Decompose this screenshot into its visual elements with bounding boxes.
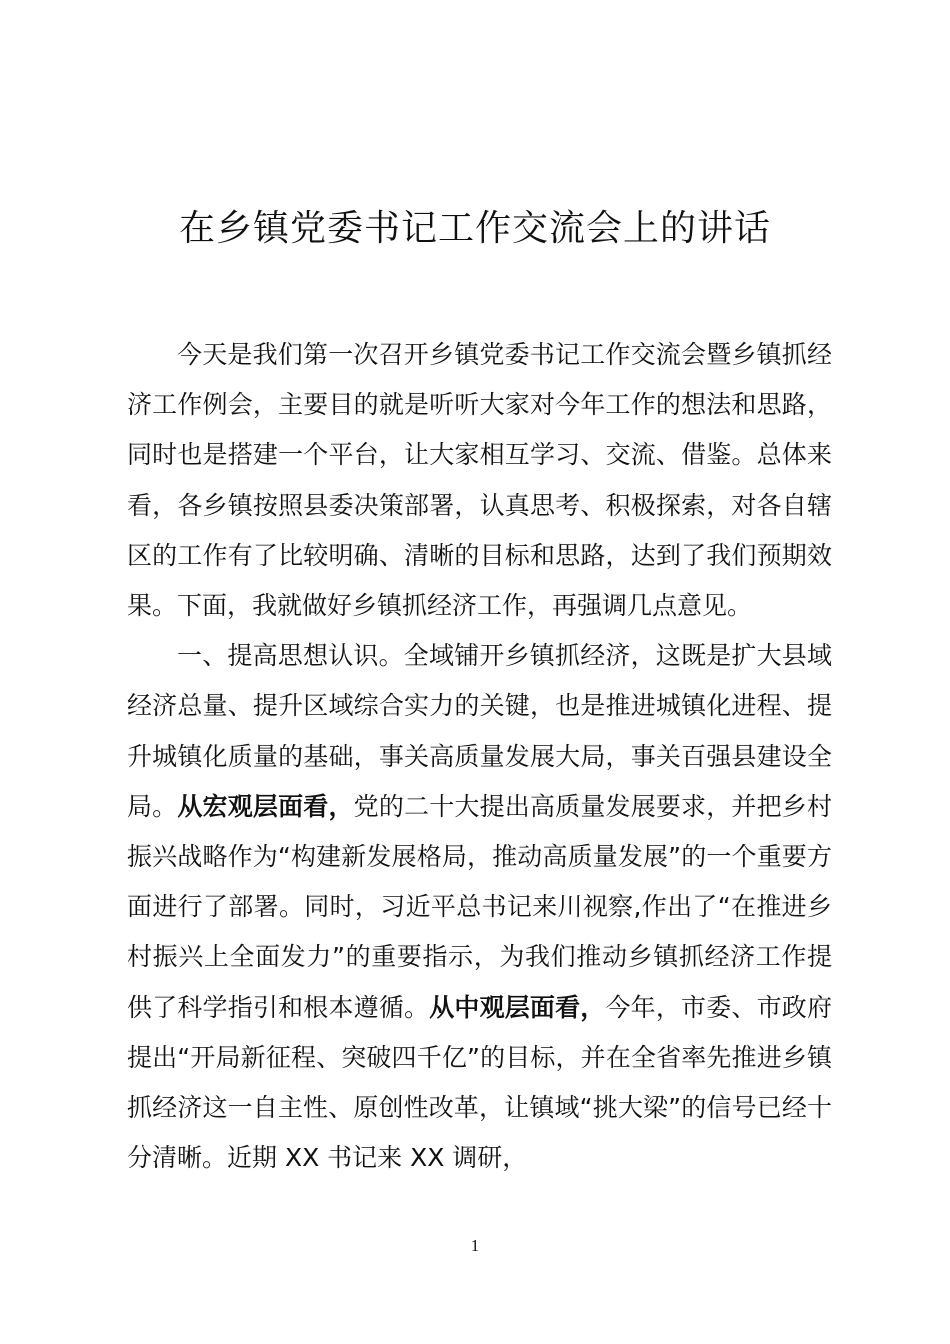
macro-level-heading: 从宏观层面看， bbox=[177, 791, 354, 821]
section-one-text-3: 今年，市委、市政府提出“开局新征程、突破四千亿”的目标，并在全省率先推进乡镇抓经济这一自主性、原创性改革，让镇域“挑大梁”的信号已经十分清晰。近期 XX 书记来 XX 调研， bbox=[127, 992, 832, 1173]
section-one-text-1: 一、提高思想认识。全域铺开乡镇抓经济，这既是扩大县域经济总量、提升区域综合实力的关键，也是推进城镇化进程、提升城镇化质量的基础，事关高质量发展大局，事关百强县建设全局。 bbox=[127, 641, 832, 821]
meso-level-heading: 从中观层面看， bbox=[429, 992, 606, 1022]
document-title: 在乡镇党委书记工作交流会上的讲话 bbox=[178, 208, 771, 249]
section-one-text-2: 党的二十大提出高质量发展要求，并把乡村振兴战略作为“构建新发展格局，推动高质量发展”的一个重要方面进行了部署。同时，习近平总书记来川视察,作出了“在推进乡村振兴上全面发力”的重要指示，为我们推动乡镇抓经济工作提供了科学指引和根本遵循。 bbox=[127, 791, 832, 1022]
page-number: 1 bbox=[470, 1236, 480, 1255]
paragraph-section-one bbox=[127, 631, 832, 1183]
paragraph-intro: 今天是我们第一次召开乡镇党委书记工作交流会暨乡镇抓经济工作例会，主要目的就是听听大家对今年工作的想法和思路，同时也是搭建一个平台，让大家相互学习、交流、借鉴。总体来看，各乡镇按照县委决策部署，认真思考、积极探索，对各自辖区的工作有了比较明确、清晰的目标和思路，达到了我们预期效果。下面，我就做好乡镇抓经济工作，再强调几点意见。 bbox=[127, 340, 832, 621]
document-body bbox=[127, 330, 832, 1183]
